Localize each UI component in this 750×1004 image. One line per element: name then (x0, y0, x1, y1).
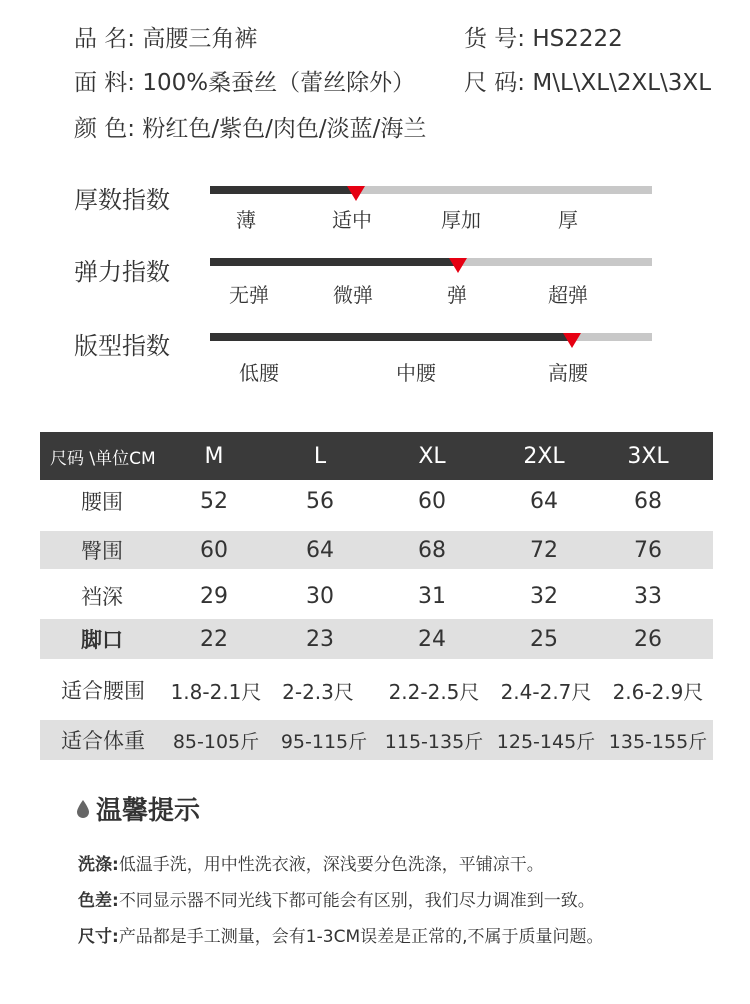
elasticity-label: 微弹 (333, 283, 373, 307)
elasticity-index-fill (210, 258, 458, 266)
size-column-header: L (313, 443, 327, 469)
product-sku-label: 货 号: (464, 26, 526, 52)
table-cell: 135-155斤 (608, 730, 708, 753)
thickness-index-title: 厚数指数 (74, 186, 170, 214)
product-size-label: 尺 码: (464, 70, 526, 96)
table-cell: 72 (530, 537, 558, 563)
table-cell: 2.6-2.9尺 (612, 679, 704, 704)
tip-text: 不同显示器不同光线下都可能会有区别，我们尽力调准到一致。 (118, 891, 595, 911)
tip-text: 产品都是手工测量，会有1-3CM误差是正常的,不属于质量问题。 (118, 927, 604, 947)
size-column-header: XL (418, 443, 446, 469)
row-label: 脚口 (81, 628, 123, 652)
tip-key: 洗涤: (78, 855, 119, 875)
table-cell: 115-135斤 (384, 730, 484, 753)
tip-item (78, 850, 544, 875)
table-row (40, 720, 713, 760)
table-row (40, 668, 713, 712)
thickness-index-marker (347, 186, 365, 201)
row-label: 腰围 (81, 490, 123, 514)
product-fabric-value: 100%桑蚕丝（蕾丝除外） (142, 70, 416, 96)
table-cell: 95-115斤 (280, 730, 368, 753)
product-size-value: M\L\XL\2XL\3XL (532, 70, 712, 96)
fit-index-title: 版型指数 (74, 332, 170, 360)
product-name-value: 高腰三角裤 (142, 26, 258, 52)
row-label: 适合腰围 (61, 679, 145, 703)
table-row (40, 619, 713, 659)
table-cell: 2-2.3尺 (282, 679, 354, 704)
table-cell: 2.4-2.7尺 (500, 679, 592, 704)
product-name-label: 品 名: (74, 26, 136, 52)
droplet-icon (76, 799, 90, 819)
table-cell: 30 (306, 583, 334, 609)
product-name-row (74, 20, 257, 53)
fit-index-marker (563, 333, 581, 348)
product-color-label: 颜 色: (74, 116, 136, 142)
thickness-label: 厚 (558, 208, 578, 232)
product-fabric-label: 面 料: (74, 70, 136, 96)
table-cell: 60 (418, 488, 446, 514)
fit-index-bar (210, 333, 652, 341)
tips-heading (76, 790, 200, 827)
table-cell: 23 (306, 626, 334, 652)
table-row (40, 575, 713, 617)
row-label: 裆深 (81, 585, 123, 609)
table-cell: 24 (418, 626, 446, 652)
size-table-header (40, 432, 713, 480)
tips-title: 温馨提示 (96, 796, 201, 826)
table-cell: 2.2-2.5尺 (388, 679, 480, 704)
table-row (40, 480, 713, 522)
table-cell: 68 (418, 537, 446, 563)
product-color-row (74, 110, 426, 143)
elasticity-label: 超弹 (548, 283, 588, 307)
table-cell: 52 (200, 488, 228, 514)
table-row (40, 531, 713, 569)
table-cell: 64 (306, 537, 334, 563)
table-cell: 76 (634, 537, 662, 563)
product-sku-row (464, 20, 623, 53)
table-cell: 125-145斤 (496, 730, 596, 753)
table-cell: 29 (200, 583, 228, 609)
tip-text: 低温手洗，用中性洗衣液，深浅要分色洗涤，平铺凉干。 (118, 855, 544, 875)
table-cell: 1.8-2.1尺 (170, 679, 262, 704)
product-color-value: 粉红色/紫色/肉色/淡蓝/海兰 (142, 116, 427, 142)
product-sku-value: HS2222 (532, 26, 623, 52)
fit-label: 中腰 (396, 361, 436, 385)
fit-label: 高腰 (548, 361, 588, 385)
table-cell: 64 (530, 488, 558, 514)
thickness-label: 适中 (332, 208, 372, 232)
thickness-label: 厚加 (441, 208, 481, 232)
row-label: 适合体重 (61, 729, 145, 753)
tip-key: 尺寸: (78, 927, 119, 947)
fit-index-fill (210, 333, 572, 341)
elasticity-index-marker (449, 258, 467, 273)
table-cell: 25 (530, 626, 558, 652)
size-column-header: M (204, 443, 224, 469)
size-column-header: 3XL (627, 443, 669, 469)
table-cell: 68 (634, 488, 662, 514)
row-label: 臀围 (81, 539, 123, 563)
fit-label: 低腰 (239, 361, 279, 385)
product-fabric-row (74, 64, 415, 97)
size-column-header: 2XL (523, 443, 565, 469)
table-cell: 60 (200, 537, 228, 563)
table-cell: 26 (634, 626, 662, 652)
table-cell: 22 (200, 626, 228, 652)
size-table-corner: 尺码 \单位CM (50, 448, 156, 469)
tip-item (78, 886, 595, 911)
elasticity-index-bar (210, 258, 652, 266)
table-cell: 33 (634, 583, 662, 609)
table-cell: 31 (418, 583, 446, 609)
table-cell: 85-105斤 (172, 730, 260, 753)
table-cell: 56 (306, 488, 334, 514)
elasticity-label: 弹 (447, 283, 467, 307)
product-size-row (464, 64, 711, 97)
table-cell: 32 (530, 583, 558, 609)
thickness-label: 薄 (236, 208, 256, 232)
thickness-index-fill (210, 186, 356, 194)
elasticity-index-title: 弹力指数 (74, 258, 170, 286)
tip-item (78, 922, 604, 947)
thickness-index-bar (210, 186, 652, 194)
elasticity-label: 无弹 (229, 283, 269, 307)
tip-key: 色差: (78, 891, 119, 911)
